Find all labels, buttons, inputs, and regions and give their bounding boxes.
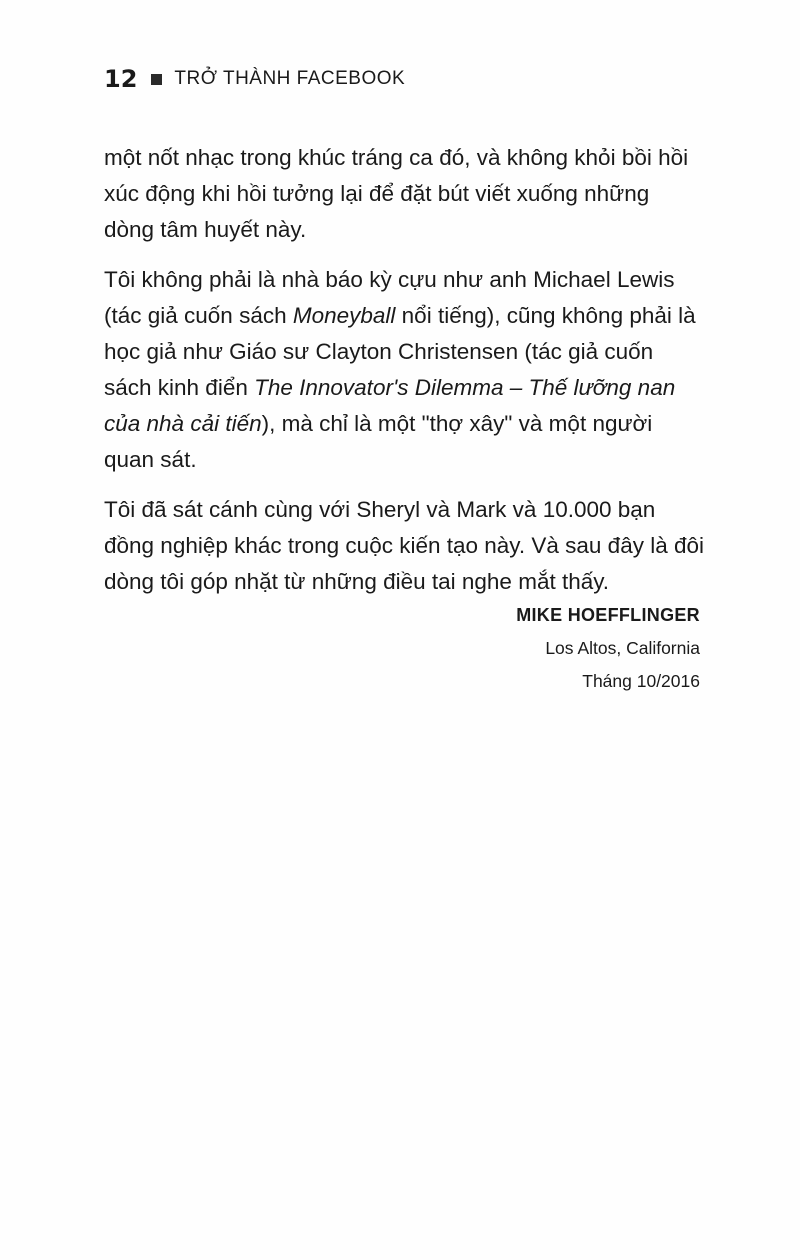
author-location: Los Altos, California (545, 638, 700, 658)
paragraph-2 (104, 262, 704, 478)
author-name: MIKE HOEFFLINGER (516, 605, 700, 625)
book-title-moneyball: Moneyball (292, 303, 396, 328)
paragraph-3: Tôi đã sát cánh cùng với Sheryl và Mark và 10.000 bạn đồng nghiệp khác trong cuộc kiến tạo này. Và sau đây là đôi dòng tôi góp nhặt từ những điều tai nghe mắt thấy. (104, 497, 704, 594)
square-bullet-icon (151, 74, 162, 85)
paragraph-2-text-3: ), mà chỉ là một "thợ xây" và một người quan sát. (104, 411, 653, 472)
signature-block (516, 598, 700, 698)
page-number: 12 (104, 65, 138, 93)
paragraph-2-text-2: nổi tiếng), cũng không phải là học giả như Giáo sư Clayton Christensen (tác giả cuốn sách kinh điển (104, 303, 696, 400)
author-date: Tháng 10/2016 (582, 671, 700, 691)
running-header (104, 62, 405, 96)
body-text (104, 140, 704, 614)
paragraph-1: một nốt nhạc trong khúc tráng ca đó, và không khỏi bồi hồi xúc động khi hồi tưởng lại để đặt bút viết xuống những dòng tâm huyết này. (104, 145, 689, 242)
book-title-innovators-dilemma: The Innovator's Dilemma – Thế lưỡng nan của nhà cải tiến (104, 375, 676, 436)
paragraph-2-text-1: Tôi không phải là nhà báo kỳ cựu như anh Michael Lewis (tác giả cuốn sách (104, 267, 675, 328)
book-title: TRỞ THÀNH FACEBOOK (174, 68, 406, 89)
